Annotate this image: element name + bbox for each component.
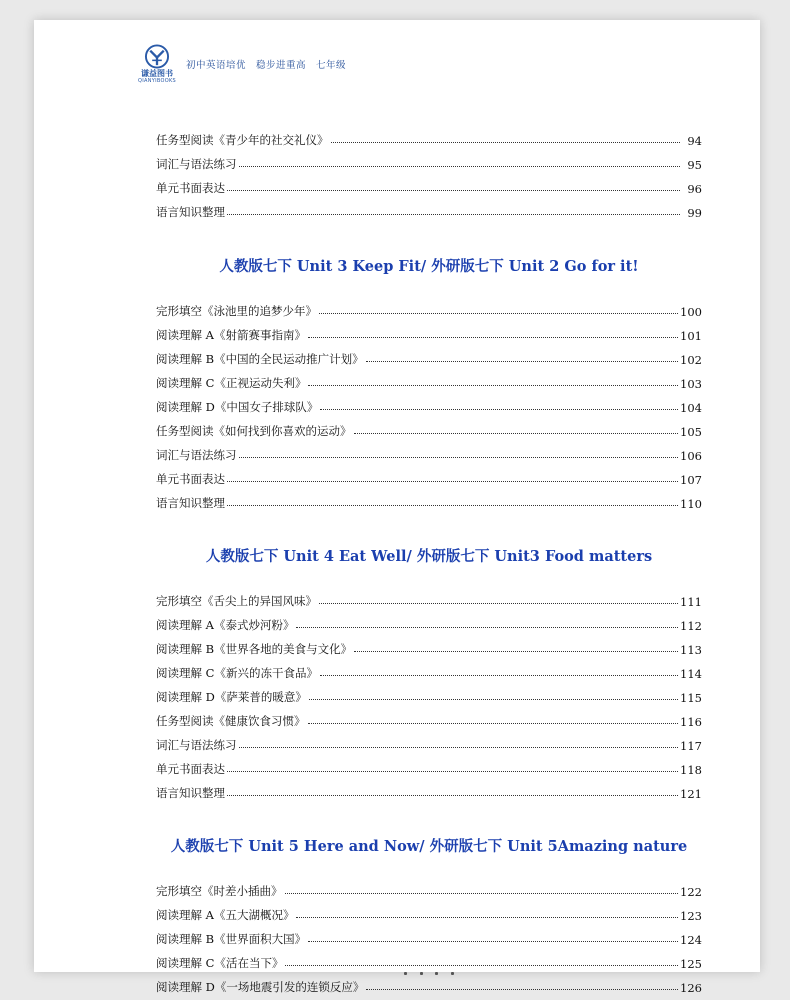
toc-entry-title: 语言知识整理 (156, 785, 225, 800)
toc-entry (156, 415, 702, 439)
dot-leader (309, 699, 678, 700)
dot-leader (308, 385, 678, 386)
unit-heading: 人教版七下 Unit 3 Keep Fit/ 外研版七下 Unit 2 Go for it! (219, 257, 639, 275)
toc-entry-title: 单元书面表达 (156, 471, 225, 486)
dot-leader (354, 433, 679, 434)
toc-page-number: 125 (680, 957, 702, 972)
dot-leader (239, 457, 679, 458)
dot-leader (239, 747, 679, 748)
toc-entry (156, 487, 702, 511)
toc-page-number: 105 (680, 424, 702, 439)
document-page (34, 20, 760, 996)
toc-entry (156, 777, 702, 801)
toc-entry-title: 完形填空《泳池里的追梦少年》 (156, 304, 317, 319)
toc-entry-title: 阅读理解 B《世界各地的美食与文化》 (156, 642, 353, 657)
toc-entry (156, 367, 702, 391)
publisher-emblem-icon (144, 44, 170, 69)
toc-page-number: 100 (680, 305, 702, 320)
toc-entry-title: 单元书面表达 (156, 180, 225, 195)
publisher-logo (138, 44, 176, 84)
toc-page-number: 110 (680, 496, 702, 511)
dot-leader (366, 361, 678, 362)
toc-entry (156, 729, 702, 753)
toc-page-number: 113 (680, 643, 702, 658)
toc-entry-title: 完形填空《时差小插曲》 (156, 884, 283, 899)
toc-entry (156, 439, 702, 463)
toc-entry (156, 681, 702, 705)
toc-page-number: 124 (680, 933, 702, 948)
dot-leader (319, 313, 678, 314)
toc-entry-title: 阅读理解 A《射箭赛事指南》 (156, 328, 306, 343)
toc-page-number: 116 (680, 714, 702, 729)
dot-leader (308, 941, 678, 942)
section-spacer (156, 220, 702, 256)
toc-entry-title: 任务型阅读《健康饮食习惯》 (156, 713, 306, 728)
series-tagline: 初中英语培优 稳步进重高 七年级 (186, 60, 347, 71)
toc-entry-title: 语言知识整理 (156, 204, 225, 219)
toc-page-number: 111 (680, 595, 702, 610)
toc-entry-title: 阅读理解 B《世界面积大国》 (156, 932, 307, 947)
dot-leader (296, 627, 678, 628)
toc-section (156, 511, 702, 801)
toc-page-number: 101 (680, 329, 702, 344)
toc-page-number: 107 (680, 472, 702, 487)
unit-heading: 人教版七下 Unit 5 Here and Now/ 外研版七下 Unit 5Amazing nature (170, 837, 688, 855)
toc-entry-title: 阅读理解 D《萨莱普的暖意》 (156, 690, 307, 705)
toc-entry (156, 633, 702, 657)
dot-leader (227, 481, 678, 482)
toc-entry (156, 876, 702, 900)
toc-page-number: 103 (680, 377, 702, 392)
toc-entry-title: 词汇与语法练习 (156, 156, 237, 171)
toc-entry (156, 148, 702, 172)
toc-section (156, 124, 702, 220)
toc-page-number: 126 (680, 981, 702, 996)
dot-leader (296, 917, 678, 918)
toc-page-number: 94 (687, 133, 702, 148)
logo-english-name: QIANYIBOOKS (137, 78, 177, 84)
toc-entry (156, 463, 702, 487)
dot-leader (227, 795, 678, 796)
toc-entry-title: 阅读理解 C《活在当下》 (156, 956, 284, 971)
dot-leader (308, 723, 679, 724)
toc-page-number: 106 (680, 448, 702, 463)
toc-page-number: 96 (687, 181, 702, 196)
toc-entry-title: 任务型阅读《青少年的社交礼仪》 (156, 132, 329, 147)
toc-entry-title: 单元书面表达 (156, 761, 225, 776)
footer-dot (435, 972, 438, 975)
toc-page-number: 102 (680, 353, 702, 368)
page-footer-marks (404, 972, 454, 976)
toc-page-number: 114 (680, 667, 702, 682)
toc-page-number: 112 (680, 619, 702, 634)
toc-entry-title: 词汇与语法练习 (156, 447, 237, 462)
toc-page-number: 122 (680, 885, 702, 900)
toc-page-number: 118 (680, 762, 702, 777)
toc-entry-title: 任务型阅读《如何找到你喜欢的运动》 (156, 423, 352, 438)
dot-leader (239, 166, 681, 167)
toc-entry-title: 阅读理解 C《正视运动失利》 (156, 376, 307, 391)
dot-leader (331, 142, 681, 143)
dot-leader (285, 965, 678, 966)
toc-page-number: 115 (680, 691, 702, 706)
toc-entry (156, 923, 702, 947)
footer-dot (451, 972, 454, 975)
toc-entry-title: 阅读理解 D《一场地震引发的连锁反应》 (156, 980, 365, 995)
dot-leader (320, 675, 678, 676)
dot-leader (354, 651, 678, 652)
toc-entry-title: 完形填空《舌尖上的异国风味》 (156, 594, 317, 609)
toc-page-number: 99 (687, 205, 702, 220)
toc-section (156, 220, 702, 511)
dot-leader (227, 190, 680, 191)
toc-entry (156, 124, 702, 148)
footer-dot (404, 972, 407, 975)
section-spacer (156, 511, 702, 546)
toc-entry (156, 196, 702, 220)
logo-chinese-name: 谦益图书 (141, 69, 173, 78)
toc-section (156, 801, 702, 995)
toc-entry-title: 词汇与语法练习 (156, 737, 237, 752)
dot-leader (308, 337, 678, 338)
toc-entry (156, 343, 702, 367)
dot-leader (227, 771, 678, 772)
toc-entry-title: 阅读理解 A《泰式炒河粉》 (156, 618, 295, 633)
toc-entry-title: 阅读理解 A《五大湖概况》 (156, 908, 295, 923)
toc-entry (156, 753, 702, 777)
toc-entry-title: 阅读理解 B《中国的全民运动推广计划》 (156, 352, 364, 367)
unit-heading: 人教版七下 Unit 4 Eat Well/ 外研版七下 Unit3 Food matters (205, 547, 653, 565)
dot-leader (366, 989, 678, 990)
dot-leader (319, 603, 678, 604)
toc-entry (156, 319, 702, 343)
dot-leader (320, 409, 678, 410)
toc-page-number: 95 (687, 157, 702, 172)
dot-leader (227, 505, 678, 506)
toc-page-number: 104 (680, 401, 702, 416)
table-of-contents (156, 124, 702, 995)
toc-entry (156, 609, 702, 633)
toc-entry (156, 391, 702, 415)
section-spacer (156, 801, 702, 836)
toc-entry (156, 586, 702, 610)
dot-leader (285, 893, 679, 894)
toc-page-number: 123 (680, 909, 702, 924)
footer-dot (420, 972, 423, 975)
toc-page-number: 121 (680, 786, 702, 801)
toc-entry-title: 语言知识整理 (156, 495, 225, 510)
toc-entry (156, 296, 702, 320)
toc-page-number: 117 (680, 738, 702, 753)
toc-entry (156, 947, 702, 971)
toc-entry (156, 705, 702, 729)
toc-entry (156, 657, 702, 681)
toc-entry (156, 899, 702, 923)
toc-entry-title: 阅读理解 D《中国女子排球队》 (156, 400, 319, 415)
page-header (138, 44, 346, 84)
toc-entry-title: 阅读理解 C《新兴的冻干食品》 (156, 666, 318, 681)
dot-leader (227, 214, 680, 215)
toc-entry (156, 172, 702, 196)
